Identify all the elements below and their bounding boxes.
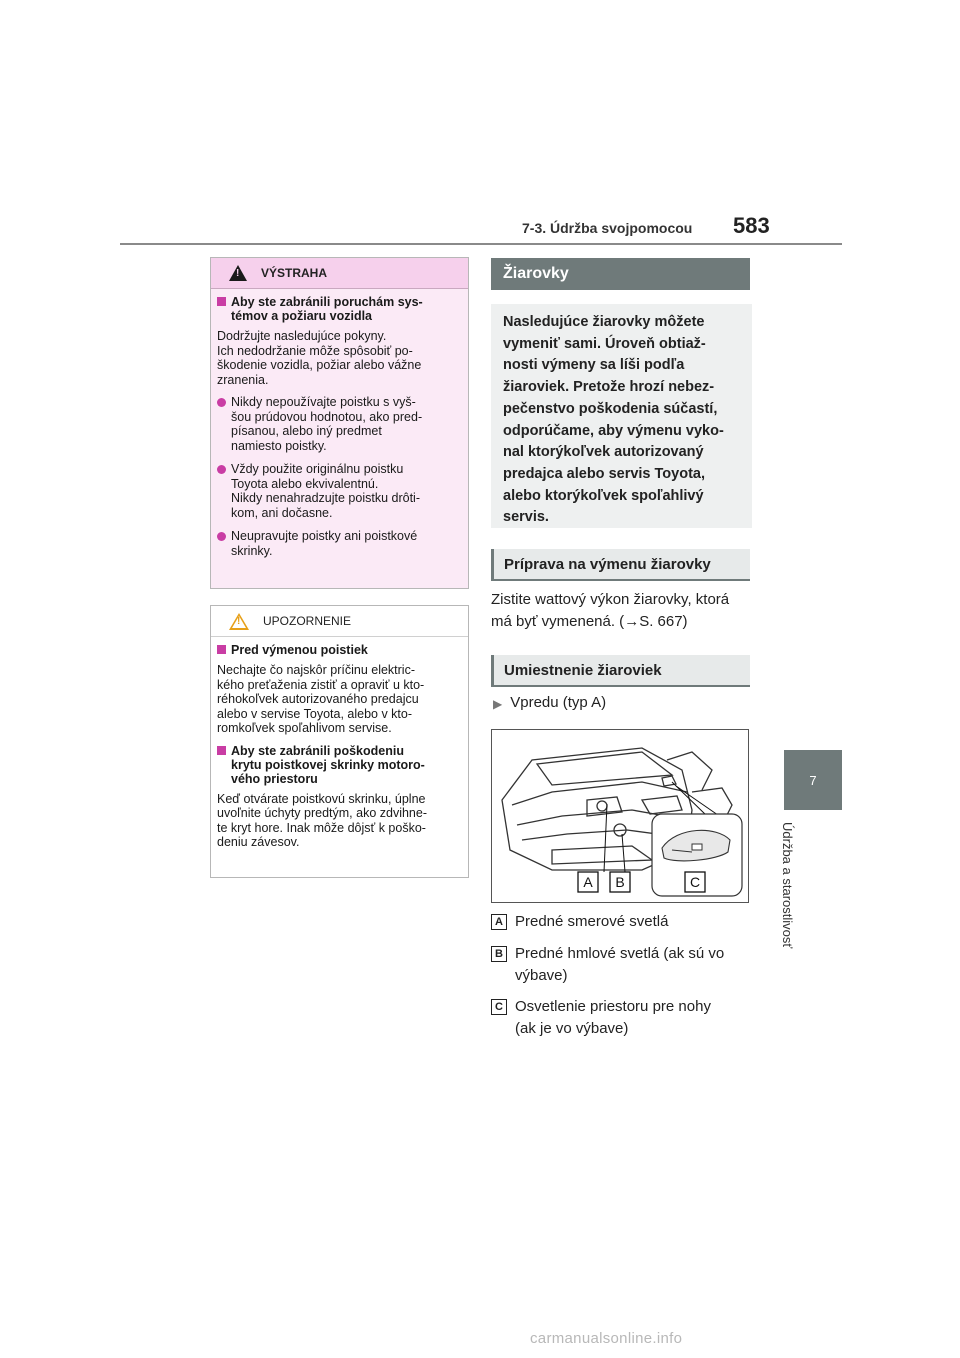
legend-item: C Osvetlenie priestoru pre nohy (ak je vo výbave) <box>491 996 711 1040</box>
warning-box <box>210 257 469 589</box>
location-heading: Umiestnenie žiaroviek <box>491 655 750 687</box>
page-reference-arrow-icon: → <box>624 613 640 630</box>
warning-item-title: Aby ste zabránili poruchám sys- témov a požiaru vozidla <box>217 295 460 323</box>
legend-item: A Predné smerové svetlá <box>491 911 668 933</box>
caution-header <box>211 606 468 637</box>
caution-item-text: Keď otvárate poistkovú skrinku, úplne uvoľnite úchyty predtým, ako zdvihne- te kryt hore. Inak môže dôjsť k poško- deniu závesov. <box>217 791 427 849</box>
callout-c: C <box>689 874 701 890</box>
chapter-side-title: Údržba a starostlivosť <box>780 822 795 949</box>
prep-heading: Príprava na výmenu žiarovky <box>491 549 750 581</box>
warning-bullet: Neupravujte poistky ani poistkové skrinky. <box>217 529 460 558</box>
caution-label: UPOZORNENIE <box>263 614 352 628</box>
bulbs-heading: Žiarovky <box>491 258 750 290</box>
caution-item-text: Nechajte čo najskôr príčinu elektric- kého preťaženia zistiť a opraviť u kto- réhokoľvek autorizovaného predajcu alebo v servise Toyota, alebo v kto- romkoľvek spoľahlivom servise. <box>217 663 425 735</box>
caution-box <box>210 605 469 878</box>
section-title: 7-3. Údržba svojpomocou <box>522 220 693 236</box>
warning-body <box>211 289 468 588</box>
circle-bullet-icon <box>217 465 226 474</box>
chapter-number: 7 <box>809 772 817 788</box>
warning-label: VÝSTRAHA <box>261 266 328 280</box>
square-bullet-icon <box>217 297 226 306</box>
square-bullet-icon <box>217 645 226 654</box>
prep-text: Zistite wattový výkon žiarovky, ktorá má byť vymenená. (→S. 667) <box>491 591 730 630</box>
warning-bullet: Vždy použite originálnu poistku Toyota alebo ekvivalentnú. Nikdy nenahradzujte poistku drôti- kom, ani dočasne. <box>217 462 460 520</box>
chapter-tab[interactable] <box>784 750 842 810</box>
watermark: carmanualsonline.info <box>530 1330 683 1347</box>
warning-bullet: Nikdy nepoužívajte poistku s vyš- šou prúdovou hodnotou, ako pred- písanou, alebo iný predmet namiesto poistky. <box>217 395 460 453</box>
callout-a: A <box>583 874 593 890</box>
caution-body <box>211 637 468 877</box>
variant-label: ▶ Vpredu (typ A) <box>493 692 606 715</box>
callout-b: B <box>615 874 625 890</box>
caution-item-title: Aby ste zabránili poškodeniu krytu poistkovej skrinky motoro- vého priestoru <box>217 744 460 786</box>
caution-triangle-icon <box>229 613 249 630</box>
figure-callouts <box>578 872 705 892</box>
legend-key: C <box>491 999 507 1015</box>
legend-key: B <box>491 946 507 962</box>
warning-triangle-icon <box>229 265 247 281</box>
circle-bullet-icon <box>217 398 226 407</box>
bulb-location-figure <box>491 729 749 903</box>
legend-key: A <box>491 914 507 930</box>
header-rule <box>120 243 842 245</box>
legend-item: B Predné hmlové svetlá (ak sú vo výbave) <box>491 943 724 987</box>
square-bullet-icon <box>217 746 226 755</box>
triangle-right-icon: ▶ <box>493 697 503 711</box>
warning-intro: Dodržujte nasledujúce pokyny. Ich nedodržanie môže spôsobiť po- škodenie vozidla, požiar alebo vážne zranenia. <box>217 329 422 387</box>
car-front-illustration <box>492 730 748 902</box>
circle-bullet-icon <box>217 532 226 541</box>
caution-item-title: Pred výmenou poistiek <box>217 643 460 657</box>
page-number: 583 <box>733 213 770 238</box>
bulbs-intro: Nasledujúce žiarovky môžete vymeniť sami. Úroveň obtiaž- nosti výmeny sa líši podľa žiaroviek. Pretože hrozí nebez- pečenstvo poškodenia súčastí, odporúčame, aby výmenu vyko- nal ktorýkoľvek autorizovaný predajca alebo servis Toyota, alebo ktorýkoľvek spoľahlivý servis. <box>491 304 752 528</box>
warning-header <box>211 258 468 289</box>
